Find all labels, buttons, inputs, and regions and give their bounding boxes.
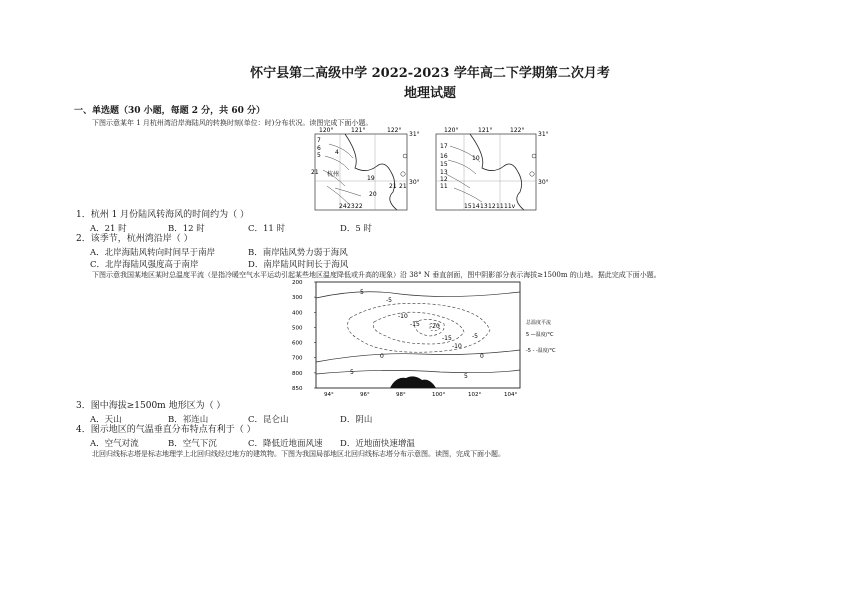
contour-line — [316, 370, 520, 374]
legend-item-dashed: -5 - -温度/°C — [526, 348, 556, 354]
q4-option-b[interactable]: B．空气下沉 — [168, 439, 217, 449]
contour-label: -15 — [410, 321, 420, 328]
q1-option-b[interactable]: B．12 时 — [168, 224, 205, 234]
y-tick-label: 200 — [292, 280, 303, 286]
q2-option-b[interactable]: B．南岸陆风势力弱于海风 — [248, 248, 348, 258]
map2-label: 13 — [480, 203, 488, 210]
x-tick-label: 98° — [396, 392, 406, 398]
map1-label: 21 — [311, 169, 319, 176]
map1-label: 21 — [399, 183, 407, 190]
map1-lon-121: 121° — [351, 127, 366, 134]
map1-label: 23 — [347, 203, 355, 210]
map1-label: 19 — [367, 175, 375, 182]
map1-label: 4 — [335, 149, 339, 156]
map1-island — [403, 154, 407, 158]
map1-lat-31: 31° — [409, 131, 420, 138]
map1-label: 21 — [389, 183, 397, 190]
contour-line — [316, 292, 520, 298]
question-2: 2．该季节，杭州湾沿岸（ ） — [76, 234, 193, 244]
contour-label: -10 — [452, 343, 462, 350]
map2-label: 10 — [472, 155, 480, 162]
sea-land-breeze-map-2 — [430, 126, 552, 214]
contour-label: -20 — [430, 323, 440, 330]
temperature-advection-section — [290, 278, 590, 398]
map1-place-hangzhou: 杭州 — [327, 171, 340, 178]
q2-option-a[interactable]: A．北岸海陆风转向时间早于南岸 — [90, 248, 216, 258]
map2-label: 15 — [440, 161, 448, 168]
contour-label: 0 — [480, 353, 484, 360]
contour-label: 5 — [464, 373, 468, 380]
q1-option-a[interactable]: A．21 时 — [90, 224, 127, 234]
map1-lon-122: 122° — [387, 127, 402, 134]
q1-option-c[interactable]: C．11 时 — [248, 224, 286, 234]
map2-lon-122: 122° — [510, 127, 525, 134]
y-tick-label: 400 — [292, 310, 303, 317]
y-tick-label: 800 — [292, 370, 303, 377]
y-tick-label: 850 — [292, 386, 303, 392]
map2-lat-30: 30° — [538, 179, 549, 186]
intro-2: 下图示意我国某地区某时总温度平流（是指冷暖空气水平运动引起某些地区温度降低或升高的现象）沿 38° N 垂直剖面，图中阴影部分表示海拔≥1500m 的山地。据此完成下面小题。 — [92, 271, 661, 279]
map2-label: 12 — [488, 203, 496, 210]
y-tick-label: 700 — [292, 355, 303, 362]
map2-coastline — [470, 134, 524, 210]
map2-label: 11 — [496, 203, 504, 210]
map2-island — [532, 154, 536, 158]
map1-label: 5 — [317, 152, 321, 159]
x-axis-ticks — [324, 392, 517, 398]
x-tick-label: 96° — [360, 392, 370, 398]
map2-label: 15 — [464, 203, 472, 210]
q4-option-a[interactable]: A．空气对流 — [90, 439, 139, 449]
q1-option-d[interactable]: D．5 时 — [340, 224, 372, 234]
q2-option-d[interactable]: D．南岸陆风时间长于海风 — [248, 260, 349, 270]
map2-label: 11 — [440, 183, 448, 190]
q3-option-b[interactable]: B．祁连山 — [168, 415, 209, 425]
q4-option-c[interactable]: C．降低近地面风速 — [248, 439, 323, 449]
map2-label: 16 — [440, 153, 448, 160]
q3-option-a[interactable]: A．天山 — [90, 415, 122, 425]
contour-label: 5 — [360, 289, 364, 296]
exam-subtitle: 地理试题 — [403, 86, 456, 101]
map2-lat-31: 31° — [538, 131, 549, 138]
exam-title: 怀宁县第二高级中学 2022-2023 学年高二下学期第二次月考 — [250, 66, 610, 81]
question-4: 4．图示地区的气温垂直分布特点有利于（ ） — [76, 425, 256, 435]
map1-label: 22 — [355, 203, 363, 210]
map2-label: 17 — [440, 143, 448, 150]
map2-lon-120: 120° — [444, 127, 459, 134]
q2-option-c[interactable]: C．北岸海陆风强度高于南岸 — [90, 260, 199, 270]
map2-label: 13 — [440, 169, 448, 176]
intro-1: 下图示意某年 1 月杭州湾沿岸海陆风的转换时刻(单位：时)分布状况。读图完成下面小题。 — [92, 119, 373, 127]
map2-label: 12 — [440, 176, 448, 183]
x-tick-label: 104° — [504, 392, 518, 398]
x-tick-label: 100° — [432, 392, 446, 398]
q3-option-c[interactable]: C．昆仑山 — [248, 415, 289, 425]
mountain-shading — [390, 376, 436, 388]
y-axis-ticks — [292, 280, 316, 392]
map2-island — [530, 172, 534, 176]
contour-label: -5 — [472, 333, 478, 340]
map1-lon-120: 120° — [319, 127, 334, 134]
question-3: 3．图中海拔≥1500m 地形区为（ ） — [76, 401, 226, 411]
map2-frame — [436, 134, 536, 210]
contour-label: -5 — [386, 297, 392, 304]
map1-label: 24 — [339, 203, 347, 210]
section-heading: 一、单选题（30 小题，每题 2 分，共 60 分） — [74, 106, 265, 116]
sea-land-breeze-map-1 — [305, 126, 421, 214]
map1-island — [401, 172, 405, 176]
y-tick-label: 600 — [292, 340, 303, 347]
legend-item-solid: 5 —温度/°C — [526, 332, 554, 338]
map1-label: 7 — [317, 137, 321, 144]
legend-title: 总温度平流 — [526, 320, 552, 326]
contour-line — [316, 350, 520, 362]
map1-label: 6 — [317, 145, 321, 152]
map1-lat-30: 30° — [409, 179, 420, 186]
q4-option-d[interactable]: D．近地面快速增温 — [340, 439, 415, 449]
x-tick-label: 102° — [468, 392, 482, 398]
x-tick-label: 94° — [324, 392, 334, 398]
contour-label: 5 — [350, 369, 354, 376]
map2-label: 14 — [472, 203, 480, 210]
y-tick-label: 300 — [292, 295, 303, 302]
map2-lon-121: 121° — [478, 127, 493, 134]
contour-label: -10 — [398, 313, 408, 320]
question-1: 1．杭州 1 月份陆风转海风的时间约为（ ） — [76, 210, 250, 220]
y-tick-label: 500 — [292, 325, 303, 332]
q3-option-d[interactable]: D．阴山 — [340, 415, 373, 425]
map1-coastline — [345, 134, 397, 210]
intro-3: 北回归线标志塔是标志地理学上北回归线经过地方的建筑物。下图为我国局部地区北回归线标志塔分布示意图。读图，完成下面小题。 — [92, 450, 505, 458]
map1-label: 20 — [369, 191, 377, 198]
contour-label: 0 — [380, 353, 384, 360]
contour-label: -15 — [442, 335, 452, 342]
map2-label: 11v — [504, 203, 516, 210]
